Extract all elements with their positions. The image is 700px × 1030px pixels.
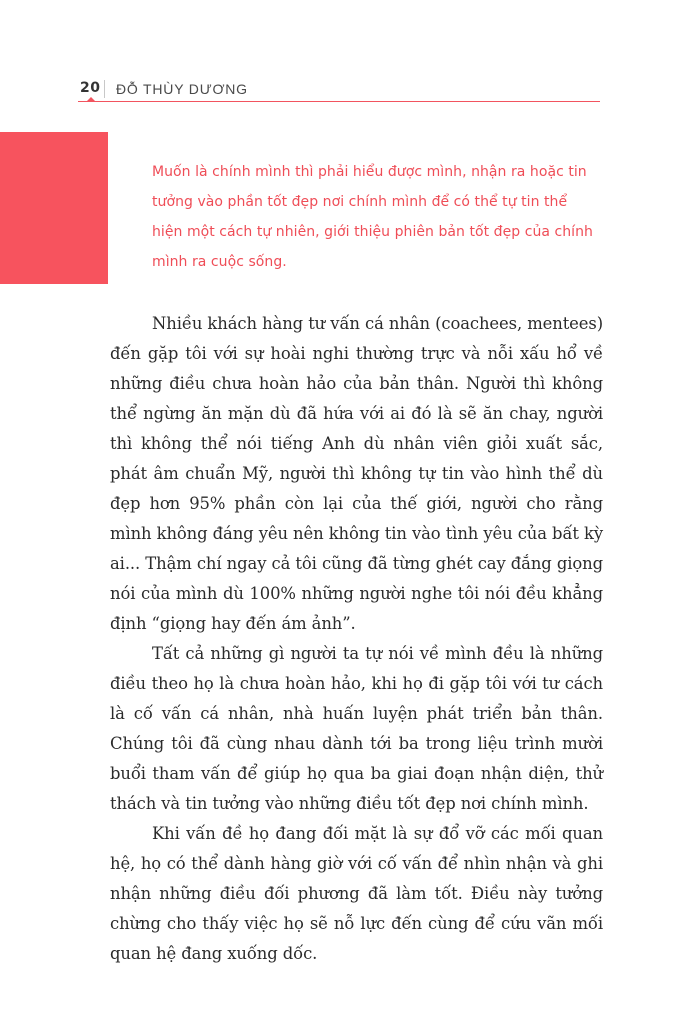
running-header <box>70 80 600 102</box>
author-name: ĐỖ THÙY DƯƠNG <box>116 81 248 97</box>
body-paragraph-1: Nhiều khách hàng tư vấn cá nhân (coachees, mentees) đến gặp tôi với sự hoài nghi thường trực và nỗi xấu hổ về những điều chưa hoàn hảo của bản thân. Người thì không thể ngừng ăn mặn dù đã hứa với ai đó là sẽ ăn chay, người thì không thể nói tiếng Anh dù nhân viên giỏi xuất sắc, phát âm chuẩn Mỹ, người thì không tự tin vào hình thể dù đẹp hơn 95% phần còn lại của thế giới, người cho rằng mình không đáng yêu nên không tin vào tình yêu của bất kỳ ai... Thậm chí ngay cả tôi cũng đã từng ghét cay đắng giọng nói của mình dù 100% những người nghe tôi nói đều khẳng định “giọng hay đến ám ảnh”. <box>110 314 603 633</box>
page-number: 20 <box>80 80 101 96</box>
header-rule <box>78 101 600 102</box>
body-text <box>110 309 603 969</box>
body-paragraph-3: Khi vấn đề họ đang đối mặt là sự đổ vỡ các mối quan hệ, họ có thể dành hàng giờ với cố vấn để nhìn nhận và ghi nhận những điều đối phương đã làm tốt. Điều này tưởng chừng cho thấy việc họ sẽ nỗ lực đến cùng để cứu vãn mối quan hệ đang xuống dốc. <box>110 824 603 963</box>
header-notch-marker <box>86 97 96 102</box>
pull-quote: Muốn là chính mình thì phải hiểu được mình, nhận ra hoặc tin tưởng vào phần tốt đẹp nơi chính mình để có thể tự tin thể hiện một cách tự nhiên, giới thiệu phiên bản tốt đẹp của chính mình ra cuộc sống. <box>152 164 593 270</box>
body-paragraph-2: Tất cả những gì người ta tự nói về mình đều là những điều theo họ là chưa hoàn hảo, khi họ đi gặp tôi với tư cách là cố vấn cá nhân, nhà huấn luyện phát triển bản thân. Chúng tôi đã cùng nhau dành tới ba trong liệu trình mười buổi tham vấn để giúp họ qua ba giai đoạn nhận diện, thử thách và tin tưởng vào những điều tốt đẹp nơi chính mình. <box>110 644 603 813</box>
accent-block <box>0 132 108 284</box>
header-separator <box>104 80 105 98</box>
